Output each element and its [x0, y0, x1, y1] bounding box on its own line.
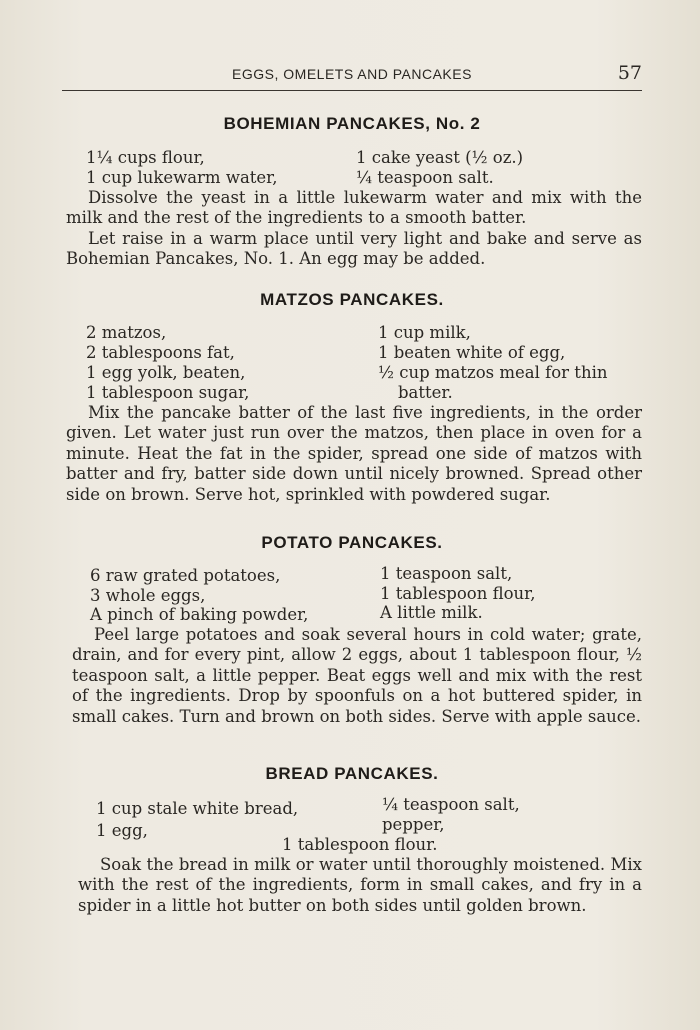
directions-paragraph: Mix the pancake batter of the last five ingredients, in the order given. Let water just run over the matzos, then place in oven for a minute. Heat the fat in the spider, spread one side of matzos with batter and fry, batter side down until nicely browned. Spread other side on brown. Serve hot, sprinkled with powdered sugar.: [66, 403, 642, 504]
page-number: 57: [617, 62, 642, 84]
recipe-title-bohemian: BOHEMIAN PANCAKES, No. 2: [223, 114, 481, 133]
recipe-title-potato: POTATO PANCAKES.: [261, 533, 443, 552]
ingredient: ¼ teaspoon salt,: [382, 795, 520, 814]
recipe-title-matzos: MATZOS PANCAKES.: [260, 290, 444, 309]
ingredient: 1 tablespoon flour.: [282, 835, 438, 854]
ingredient: A pinch of baking powder,: [90, 605, 309, 624]
ingredient: 1 cup milk,: [378, 323, 471, 342]
ingredient: 1 tablespoon flour,: [380, 584, 536, 603]
ingredient: ¼ teaspoon salt.: [356, 168, 494, 187]
ingredient: 1 teaspoon salt,: [380, 564, 513, 583]
ingredient: 1 tablespoon sugar,: [86, 383, 250, 402]
directions-paragraph: Peel large potatoes and soak several hours in cold water; grate, drain, and for every pint, allow 2 eggs, about 1 tablespoon flour, ½ teaspoon salt, a little pepper. Beat eggs well and mix with the rest of the ingredients. Drop by spoonfuls on a hot buttered spider, in small cakes. Turn and brown on both sides. Serve with apple sauce.: [72, 625, 642, 726]
ingredient: 6 raw grated potatoes,: [90, 566, 281, 585]
page-header: [62, 62, 642, 91]
ingredient: 2 tablespoons fat,: [86, 343, 235, 362]
ingredient: 3 whole eggs,: [90, 586, 206, 605]
directions-paragraph: Let raise in a warm place until very light and bake and serve as Bohemian Pancakes, No. 1. An egg may be added.: [66, 229, 642, 269]
ingredient: pepper,: [382, 815, 445, 834]
ingredient: 1 cup lukewarm water,: [86, 168, 278, 187]
ingredient: 1 egg yolk, beaten,: [86, 363, 246, 382]
ingredient: 1¼ cups flour,: [86, 148, 205, 167]
recipe-title-bread: BREAD PANCAKES.: [265, 764, 439, 783]
ingredient: batter.: [398, 383, 453, 402]
ingredient: A little milk.: [380, 603, 483, 622]
ingredient: 1 beaten white of egg,: [378, 343, 566, 362]
ingredient: 1 cup stale white bread,: [96, 799, 299, 818]
ingredient: 1 egg,: [96, 821, 148, 840]
ingredient: ½ cup matzos meal for thin: [378, 363, 608, 382]
ingredient: 2 matzos,: [86, 323, 167, 342]
directions-paragraph: Soak the bread in milk or water until thoroughly moistened. Mix with the rest of the ingredients, form in small cakes, and fry in a spider in a little hot butter on both sides until golden brown.: [78, 855, 642, 915]
ingredient: 1 cake yeast (½ oz.): [356, 148, 524, 167]
running-head: EGGS, OMELETS AND PANCAKES: [232, 66, 472, 82]
directions-paragraph: Dissolve the yeast in a little lukewarm water and mix with the milk and the rest of the ingredients to a smooth batter.: [66, 188, 642, 228]
